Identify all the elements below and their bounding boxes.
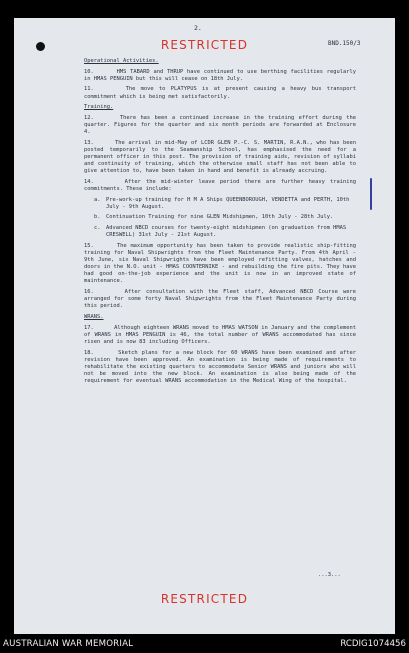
paragraph-16: 16. After consultation with the Fleet staff, Advanced NBCD Course were arranged for some forty Naval Shipwrights from the Fleet Maintenance Party during this period. [84,289,356,310]
list-item [94,225,356,239]
paragraph-12: 12. There has been a continued increase in the training effort during the quarter. Figures for the quarter and six month periods are forwarded at Enclosure 4. [84,114,356,136]
section-heading-operational: Operational Activities. [84,58,159,64]
list-item-letter: b. [94,214,101,221]
section-heading-wrans: WRANS. [84,313,104,320]
page-number: 2. [194,24,202,32]
archive-record-id: RCDIG1074456 [340,639,406,649]
margin-pen-mark [370,178,372,210]
list-item [94,214,356,221]
document-page [14,18,395,634]
list-item-text: Continuation Training for nine GLEN Midshipmen, 10th July - 28th July. [106,214,334,221]
list-item-text: Pre-work-up training for H M A Ships QUEENBOROUGH, VENDETTA and PERTH, 10th July - 9th August. [106,196,350,210]
paragraph-14: 14. After the mid-winter leave period there are further heavy training commitments. These include: [84,178,356,192]
list-item-letter: c. [94,225,101,232]
classification-stamp-bottom: RESTRICTED [160,592,249,606]
paragraph-15: 15. The maximum opportunity has been taken to provide realistic ship-fitting training for Naval Shipwrights from the Fleet Maintenance Party. From 4th April - 9th June, six Naval Shipwrights have been employed refitting valves, hatches and doors in the N.O. unit - HMAS COONTERNIKE - and rebuilding the fire pits. They have had good on-the-job experience and the unit is now in an improved state of maintenance. [84,242,356,285]
classification-stamp-top: RESTRICTED [160,38,249,52]
paragraph-13: 13. The arrival in mid-May of LCDR GLEN P.-C. S. MARTIN, R.A.N., who has been posted temporarily to the Seamanship School, has emphasised the need for a permanent officer in this post. The provision of training aids, revision of syllabi and continuity of training, which the otherwise small staff has not been able to give attention to, have been taken in hand and benefit is already accruing. [84,139,356,175]
archive-credit: AUSTRALIAN WAR MEMORIAL [3,639,134,649]
reference-number: BND.150/3 [328,40,361,47]
paragraph-10: 10. HMS TABARD and THRUP have continued to use berthing facilities regularly in HMAS PENGUIN but this will cease on 18th July. [84,68,356,82]
list-item-text: Advanced NBCD courses for twenty-eight midshipmen (on graduation from HMAS CRESWELL) 31st July - 21st August. [106,225,347,239]
document-body [84,58,356,389]
section-heading-training: Training. [84,104,114,111]
paragraph-11: 11. The move to PLATYPUS is at present causing a heavy bus transport commitment which is being met satisfactorily. [84,86,356,100]
list-item [94,197,356,211]
continuation-marker: ...3... [318,572,341,578]
paragraph-17: 17. Although eighteen WRANS moved to HMAS WATSON in January and the complement of WRANS in HMAS PENGUIN is 46, the total number of WRANS accommodated has since risen and is now 83 including Officers. [84,324,356,345]
list-item-letter: a. [94,196,101,203]
paragraph-18: 18. Sketch plans for a new block for 60 WRANS have been examined and after revision have been approved. An examination is being made of requirements to rehabilitate the existing quarters to accommodate Senior WRANS and juniors who will not be moved into the new block. An examination is also being made of the requirement for eventual WRANS accommodation in the Medical Wing of the hospital. [84,349,356,384]
